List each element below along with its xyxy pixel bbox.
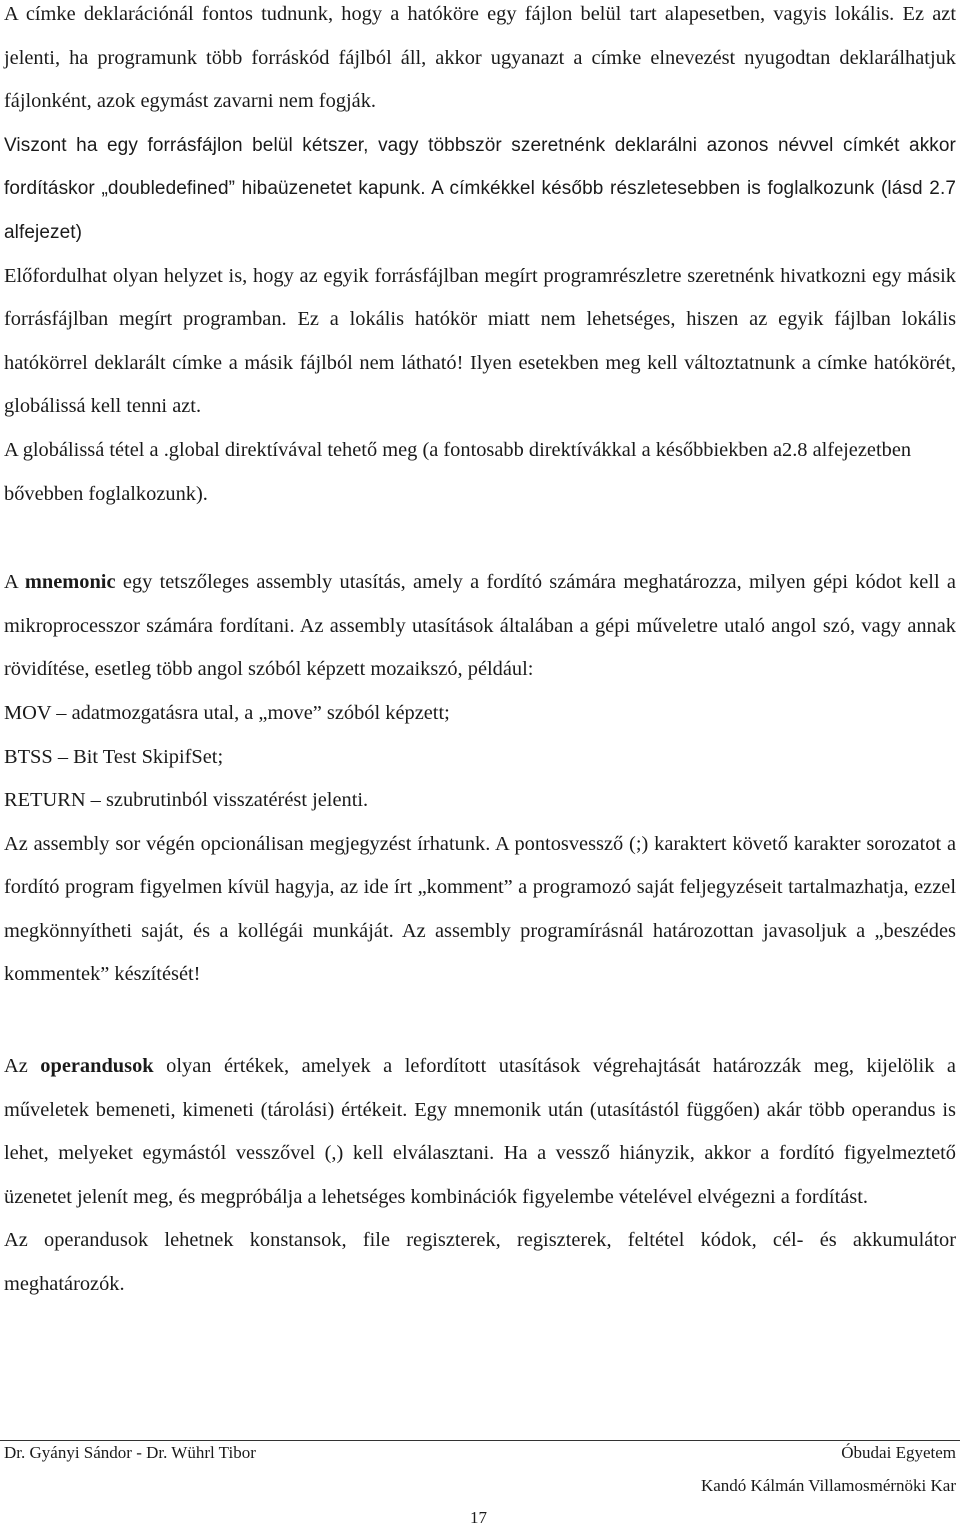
paragraph-operand-types: Az operandusok lehetnek konstansok, file regiszterek, regiszterek, feltétel kódok, cél- és akkumulátor meghatározók. [4, 1229, 956, 1296]
text-run: egy tetszőleges assembly utasítás, amely a fordító számára meghatározza, milyen gépi kódot kell a mikroprocesszor számára fordítani. Az assembly utasítások általában a gépi műveletre utaló angol szó, vagy annak rövidítése, esetleg több angol szóból képzett mozaikszó, például: [4, 571, 956, 681]
footer-authors: Dr. Gyányi Sándor - Dr. Wührl Tibor [4, 1443, 256, 1462]
paragraph-doubledefined: Viszont ha egy forrásfájlon belül kétszer, vagy többször szeretnénk deklarálni azonos névvel címkét akkor fordításkor „doubledefined” hibaüzenetet kapunk. A címkékkel később részletesebben is foglalkozunk (lásd 2.7 alfejezet) [4, 134, 956, 243]
term-operandusok: operandusok [40, 1055, 154, 1078]
page-number: 17 [470, 1508, 487, 1527]
text-run: A [4, 571, 18, 594]
paragraph-label-scope: A címke deklarációnál fontos tudnunk, hogy a hatóköre egy fájlon belül tart alapesetben, vagyis lokális. Ez azt jelenti, ha programunk több forráskód fájlból áll, akkor ugyanazt a címke elnevezést nyugodtan deklarálhatjuk fájlonként, azok egymást zavarni nem fogják. [4, 3, 956, 113]
footer-university: Óbudai Egyetem [841, 1443, 956, 1462]
example-btss: BTSS – Bit Test SkipifSet; [4, 745, 224, 768]
footer-divider [0, 1440, 960, 1441]
text-run: olyan értékek, amelyek a lefordított utasítások végrehajtását határozzák meg, kijelölik a műveletek bemeneti, kimeneti (tárolási) értékeit. Egy mnemonik után (utasítástól függően) akár több operandus is lehet, melyeket egymástól vesszővel (,) kell elválasztani. Ha a vessző hiányzik, akkor a fordító figyelmeztető üzenetet jelenít meg, és megpróbálja a lehetséges kombinációk figyelembe vételével elvégezni a fordítást. [4, 1055, 956, 1208]
example-return: RETURN – szubrutinból visszatérést jelenti. [4, 789, 369, 812]
footer-faculty: Kandó Kálmán Villamosmérnöki Kar [700, 1476, 956, 1495]
paragraph-cross-file-reference: Előfordulhat olyan helyzet is, hogy az egyik forrásfájlban megírt programrészletre szeretnénk hivatkozni egy másik forrásfájlban megírt programban. Ez a lokális hatókör miatt nem lehetséges, hiszen az egyik fájlban lokális hatókörrel deklarált címke a másik fájlból nem látható! Ilyen esetekben meg kell változtatnunk a címke hatókörét, globálissá kell tenni azt. [4, 264, 956, 418]
paragraph-global-directive: A globálissá tétel a .global direktívával tehető meg (a fontosabb direktívákkal a későbbiekben a2.8 alfejezetben bővebben foglalkozunk). [4, 438, 912, 505]
section-operands [4, 1045, 956, 1307]
paragraph-comments: Az assembly sor végén opcionálisan megjegyzést írhatunk. A pontosvessző (;) karaktert követő karakter sorozatot a fordító program figyelmen kívül hagyja, az ide írt „komment” a programozó saját feljegyzéseit tartalmazhatja, ezzel megkönnyítheti saját, és a kollégái munkáját. Az assembly programírásnál határozottan javasoljuk a „beszédes kommentek” készítését! [4, 832, 956, 986]
section-mnemonic [4, 561, 956, 997]
section-label-scope [4, 0, 956, 516]
paragraph-gap [4, 997, 956, 1045]
term-mnemonic: mnemonic [24, 571, 116, 594]
text-run: Az [4, 1055, 28, 1078]
paragraph-operands [4, 1045, 956, 1219]
example-mov: MOV – adatmozgatásra utal, a „move” szóból képzett; [4, 701, 450, 724]
paragraph-gap [4, 516, 956, 561]
document-page [4, 0, 956, 1307]
paragraph-mnemonic [4, 561, 956, 692]
